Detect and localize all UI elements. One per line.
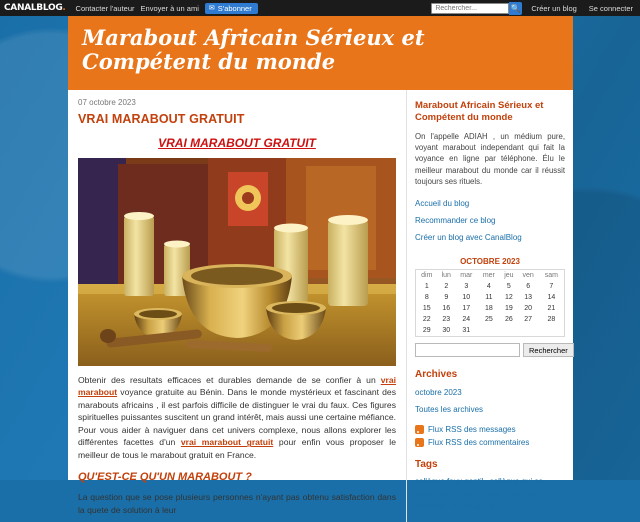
calendar-cell-empty xyxy=(500,325,517,337)
post-date: 07 octobre 2023 xyxy=(78,98,136,107)
canalblog-logo[interactable]: CANALBLOG. xyxy=(4,3,66,13)
archive-toutes[interactable]: Toutes les archives xyxy=(415,405,484,415)
tag-item[interactable]: collègue qui veut tout contrôler xyxy=(415,489,557,511)
post-subheading: QU'EST-CE QU'UN MARABOUT ? xyxy=(78,471,252,484)
tag-item[interactable]: chef xyxy=(459,489,475,499)
calendar-cell[interactable]: 11 xyxy=(485,294,493,302)
search-input[interactable] xyxy=(431,3,509,14)
list-item xyxy=(415,197,565,209)
calendar-cell[interactable]: 14 xyxy=(547,294,556,302)
calendar-cell[interactable]: 25 xyxy=(484,316,493,324)
calendar-cell[interactable]: 19 xyxy=(504,305,513,313)
sidebar xyxy=(406,90,573,522)
paragraph-1-part-a: Obtenir des resultats efficaces et durables demande de se confier à un xyxy=(78,375,381,385)
sidebar-search xyxy=(415,343,568,357)
vrai-marabout-link[interactable]: vrai marabout xyxy=(78,375,396,398)
calendar-cell[interactable]: 17 xyxy=(462,305,471,313)
sidebar-item-recommander[interactable]: Recommander ce blog xyxy=(415,216,496,226)
tag-cloud xyxy=(415,476,565,513)
calendar-cell[interactable]: 10 xyxy=(462,294,471,302)
tag-item[interactable]: combien de xyxy=(452,501,494,511)
sidebar-blog-title: Marabout Africain Sérieux et Compétent du monde xyxy=(415,100,544,124)
top-search xyxy=(431,2,522,15)
calendar-cell[interactable]: 24 xyxy=(462,316,471,324)
calendar-cell[interactable]: 26 xyxy=(504,316,513,324)
table-row xyxy=(416,292,565,303)
list-item xyxy=(415,214,565,226)
tag-item[interactable]: collègue qui se prend pour xyxy=(415,477,543,499)
post-image xyxy=(78,158,396,366)
calendar-day-sam: sam xyxy=(544,272,558,280)
calendar-day-mer: mer xyxy=(482,272,495,280)
browser-toolbar xyxy=(0,0,640,16)
calendar-cell[interactable]: 30 xyxy=(442,327,451,335)
subscribe-button[interactable]: ✉ S'abonner xyxy=(205,3,258,14)
calendar-cell[interactable]: 15 xyxy=(422,305,431,313)
calendar-cell[interactable]: 16 xyxy=(442,305,451,313)
send-to-friend-link[interactable]: Envoyer à un ami xyxy=(140,3,199,13)
calendar-day-ven: ven xyxy=(522,272,534,280)
calendar-cell[interactable]: 21 xyxy=(547,305,556,313)
contact-author-link[interactable]: Contacter l'auteur xyxy=(75,3,135,13)
table-row xyxy=(416,325,565,337)
calendar-title: OCTOBRE 2023 xyxy=(460,257,520,267)
calendar-day-lun: lun xyxy=(441,272,451,280)
calendar-cell[interactable]: 6 xyxy=(526,283,531,291)
post-title[interactable]: VRAI MARABOUT GRATUIT xyxy=(78,112,245,126)
list-item xyxy=(415,386,565,398)
blog-title: Marabout Africain Sérieux et Compétent du monde xyxy=(82,25,425,75)
calendar-cell[interactable]: 27 xyxy=(524,316,533,324)
blog-header xyxy=(68,16,573,90)
rss-messages-link[interactable]: Flux RSS des messages xyxy=(428,425,516,435)
paragraph-1-part-b: voyance gratuite au Bénin. Dans le monde mystérieux et fascinant des marabouts africains , il est parfois difficile de distinguer le vrai du faux. Ces figures spirituelles puissantes suscitent un grand intérêt, mais aussi une certaine méfiance. Pour vous aider à naviguer dans cet univers complexe, nous allons explorer les différentes facettes d'un xyxy=(78,387,396,448)
calendar-day-jeu: jeu xyxy=(504,272,514,280)
search-icon[interactable]: 🔍 xyxy=(510,3,521,13)
calendar-header-row xyxy=(416,270,565,282)
table-row xyxy=(416,281,565,292)
calendar-cell[interactable]: 28 xyxy=(547,316,556,324)
sidebar-description: On l'appelle ADIAH , un médium pure, voyant marabout independant qui fait la voyance en ligne par téléphone. Élu le meilleur marabout du monde car il réussit toujours ses rituels. xyxy=(415,131,565,186)
sidebar-item-creer-blog[interactable]: Créer un blog avec CanalBlog xyxy=(415,233,522,243)
calendar-cell[interactable]: 2 xyxy=(444,283,449,291)
archive-octobre-2023[interactable]: octobre 2023 xyxy=(415,388,462,398)
post-paragraph-2: La question que se pose plusieurs personnes n'ayant pas obtenu satisfaction dans la quete de solution à leur xyxy=(78,492,396,515)
calendar-cell[interactable]: 23 xyxy=(442,316,451,324)
calendar xyxy=(415,253,565,337)
sidebar-search-button[interactable]: Rechercher xyxy=(523,343,574,357)
main-column xyxy=(68,90,406,522)
calendar-day-dim: dim xyxy=(421,272,433,280)
still-life-illustration xyxy=(78,158,396,366)
page-background xyxy=(0,16,640,515)
calendar-day-mar: mar xyxy=(460,272,473,280)
table-row xyxy=(416,303,565,314)
archives-list xyxy=(415,386,565,415)
post-paragraph-1 xyxy=(78,374,396,461)
calendar-cell-empty xyxy=(478,325,501,337)
list-item xyxy=(415,403,565,415)
calendar-cell[interactable]: 8 xyxy=(424,294,429,302)
rss-comments-link[interactable]: Flux RSS des commentaires xyxy=(428,438,530,448)
calendar-cell[interactable]: 13 xyxy=(524,294,533,302)
tags-title: Tags xyxy=(415,459,438,471)
calendar-cell[interactable]: 1 xyxy=(424,283,429,291)
calendar-cell[interactable]: 7 xyxy=(549,283,554,291)
calendar-cell[interactable]: 20 xyxy=(524,305,533,313)
list-item xyxy=(415,231,565,243)
calendar-cell[interactable]: 22 xyxy=(422,316,431,324)
rss-icon xyxy=(415,425,424,434)
rss-comments-row xyxy=(415,438,565,447)
sidebar-search-input[interactable] xyxy=(415,343,520,357)
calendar-cell-empty xyxy=(539,325,565,337)
calendar-cell[interactable]: 3 xyxy=(464,283,469,291)
table-row xyxy=(416,314,565,325)
calendar-cell[interactable]: 12 xyxy=(504,294,513,302)
tag-item[interactable]: collègue faux gentil xyxy=(415,477,484,487)
calendar-cell[interactable]: 5 xyxy=(506,283,511,291)
archives-title: Archives xyxy=(415,369,458,381)
calendar-cell[interactable]: 29 xyxy=(422,327,431,335)
rss-messages-row xyxy=(415,425,565,434)
calendar-cell[interactable]: 9 xyxy=(444,294,449,302)
vrai-marabout-gratuit-link[interactable]: vrai marabout gratuit xyxy=(180,437,274,448)
content-area xyxy=(68,90,573,522)
login-link[interactable]: Se connecter xyxy=(588,3,633,13)
envelope-icon: ✉ xyxy=(208,5,215,12)
post-heading: VRAI MARABOUT GRATUIT xyxy=(158,136,316,150)
paragraph-1-part-c: pour enfin vous proposer le meilleur de tous le marabout gratuit en France. xyxy=(78,437,396,460)
calendar-cell[interactable]: 31 xyxy=(462,327,471,335)
calendar-cell[interactable]: 18 xyxy=(484,305,493,313)
sidebar-item-accueil[interactable]: Accueil du blog xyxy=(415,199,470,209)
blog-canvas xyxy=(68,16,573,515)
calendar-cell-empty xyxy=(518,325,539,337)
sidebar-links xyxy=(415,197,565,243)
calendar-cell[interactable]: 4 xyxy=(486,283,491,291)
rss-icon xyxy=(415,438,424,447)
create-blog-link[interactable]: Créer un blog xyxy=(531,3,577,13)
